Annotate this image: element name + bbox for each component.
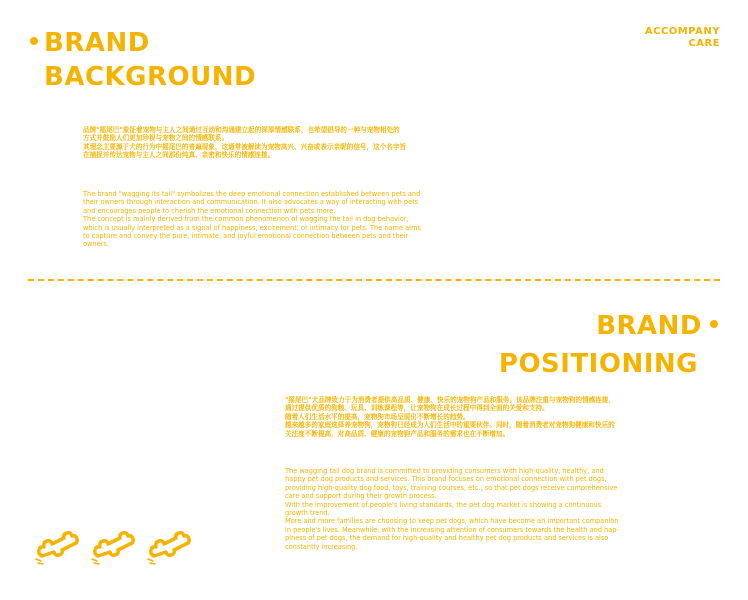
paragraph-line: 在捕捉并传达宠物与主人之间那份纯真、亲密和快乐的情感连接。 <box>83 151 275 160</box>
brand-background-title-line2: BACKGROUND <box>44 62 257 92</box>
brand-positioning-title-line2: POSITIONING <box>498 349 698 379</box>
brand-background-cn-paragraph <box>83 126 483 160</box>
brand-positioning-title-line1: BRAND <box>596 311 702 341</box>
paragraph-line: 越来越多的家庭选择养宠物狗，宠物狗已经成为人们生活中的重要伙伴。同时，随着消费者对宠物狗健康和快乐的 <box>285 421 615 430</box>
corner-tag <box>645 26 720 50</box>
dog-bone-icon <box>144 526 196 566</box>
dog-bone-icon <box>88 526 140 566</box>
bone-decoration <box>32 526 202 566</box>
brand-background-en-paragraph <box>83 190 483 249</box>
paragraph-line: 通过提供优质的狗粮、玩具、训练课程等，让宠物狗在成长过程中得到全面的关爱和支持。 <box>285 404 549 413</box>
paragraph-line: The wagging tail dog brand is committed to providing consumers with high-quality, healthy, and <box>285 467 604 475</box>
paragraph-line: providing high-quality dog food, toys, training courses, etc., so that pet dogs receive comprehensive <box>285 483 618 492</box>
paragraph-line: owners. <box>83 240 109 249</box>
paragraph-line: 关注度不断提高，对高品质、健康的宠物狗产品和服务的需求也在不断增加。 <box>285 429 510 438</box>
bullet-dot <box>30 37 38 45</box>
paragraph-line: piness of pet dogs, the demand for high-quality and healthy pet dog products and services is also <box>285 534 609 543</box>
paragraph-line: which is usually interpreted as a signal of happiness, excitement, or intimacy for pets. The name aims <box>83 223 421 232</box>
bullet-dot <box>710 320 718 328</box>
paragraph-line: growth trend. <box>285 509 330 518</box>
brand-positioning-en-paragraph <box>285 467 685 551</box>
paragraph-line: 品牌"摇尾巴"象征着宠物与主人之间通过互动和沟通建立起的深厚情感联系，也希望倡导的一种与宠物相处的 <box>83 126 400 134</box>
dog-bone-icon <box>32 526 84 566</box>
paragraph-line: in people's lives. Meanwhile, with the increasing attention of consumers towards the health and hap- <box>285 525 619 534</box>
paragraph-line: constantly increasing. <box>285 542 358 551</box>
brand-background-title <box>30 26 256 94</box>
brand-positioning-title <box>499 309 718 381</box>
corner-tag-line1: ACCOMPANY <box>644 26 720 37</box>
brand-background-title-line1: BRAND <box>44 28 150 58</box>
paragraph-line: care and support during their growth process. <box>285 492 437 501</box>
paragraph-line: and encourages people to cherish the emotional connection with pets more. <box>83 206 336 215</box>
paragraph-line: 随着人们生活水平的提高，宠物狗市场呈现出不断增长的趋势。 <box>285 412 470 421</box>
section-divider <box>28 279 720 281</box>
paragraph-line: to capture and convey the pure, intimate, and joyful emotional connection between pets and their <box>83 232 409 241</box>
paragraph-line: "摇尾巴"犬品牌致力于为消费者提供高品质、健康、快乐的宠物狗产品和服务。该品牌注重与宠物狗的情感连接， <box>285 396 615 404</box>
paragraph-line: The brand "wagging its tail" symbolizes the deep emotional connection established between pets and <box>83 190 421 198</box>
paragraph-line: The concept is mainly derived from the common phenomenon of wagging the tail in dog behavior, <box>83 215 409 224</box>
paragraph-line: their owners through interaction and communication. It also advocates a way of interacting with pets <box>83 198 419 207</box>
paragraph-line: With the improvement of people's living standards, the pet dog market is showing a continuous <box>285 500 602 509</box>
paragraph-line: 其理念主要源于犬的行为中摇尾巴的普遍现象，这通常被解读为宠物高兴、兴奋或表示亲昵的信号，这个名字旨 <box>83 142 407 151</box>
paragraph-line: More and more families are choosing to keep pet dogs, which have become an important companion <box>285 517 619 526</box>
corner-tag-line2: CARE <box>688 38 720 49</box>
brand-positioning-cn-paragraph <box>285 396 685 438</box>
paragraph-line: 方式并鼓励人们更加珍视与宠物之间的情感联系。 <box>83 134 229 143</box>
paragraph-line: happy pet dog products and services. This brand focuses on emotional connection with pet dogs, <box>285 475 607 484</box>
